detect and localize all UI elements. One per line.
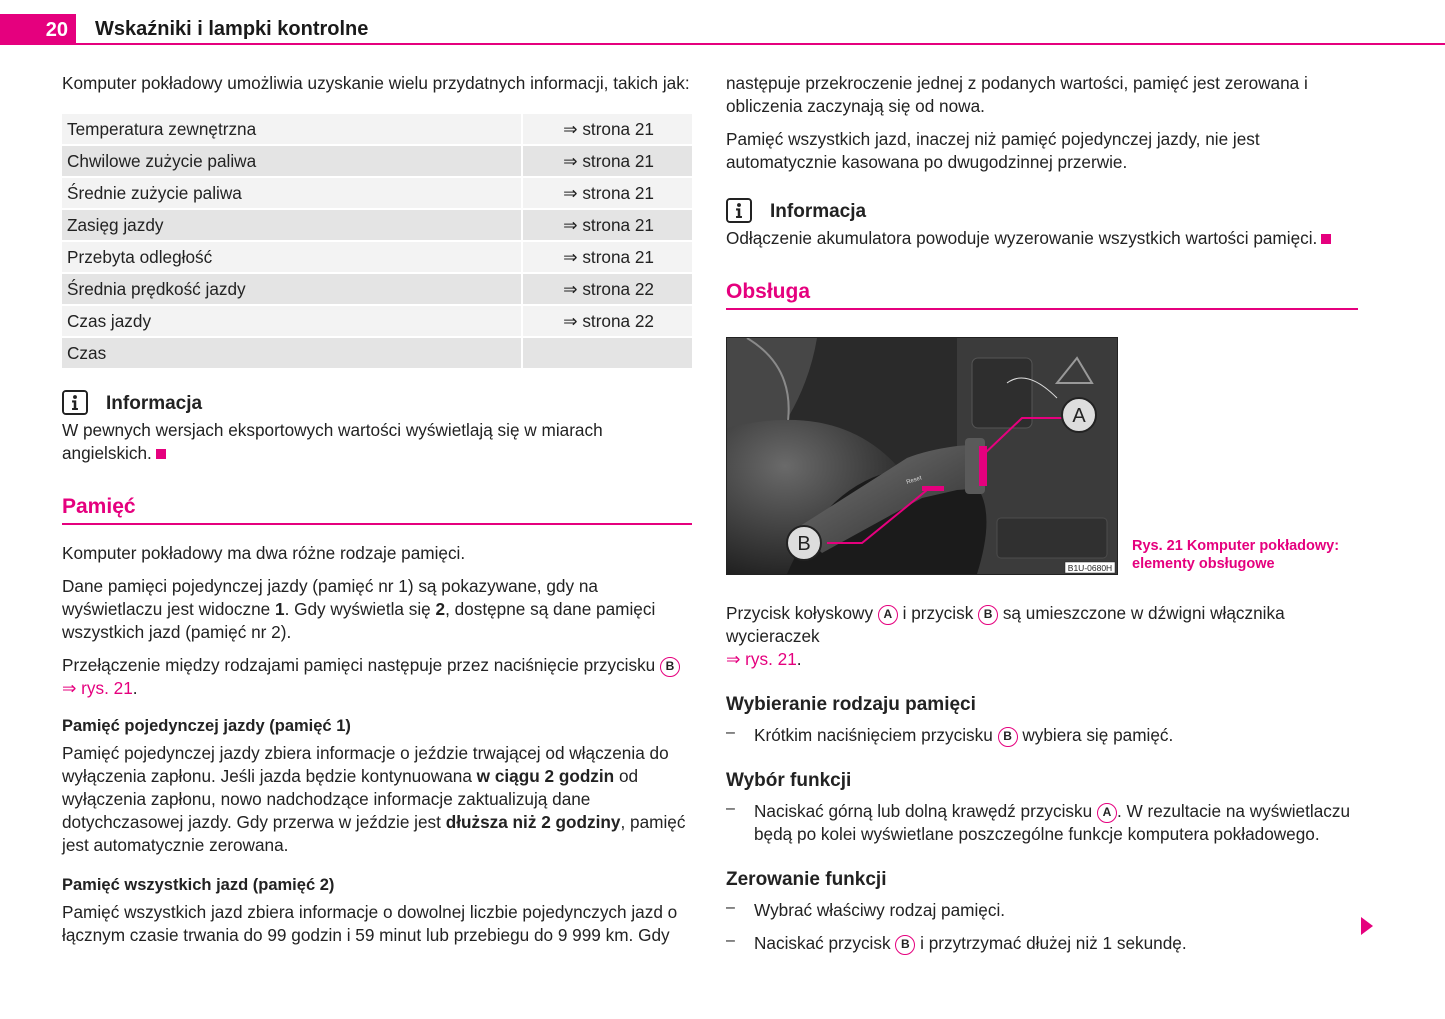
- list-item-text: [754, 932, 1187, 955]
- end-mark-icon: [1321, 234, 1331, 244]
- figure-caption: [1132, 537, 1339, 573]
- subheading: Zerowanie funkcji: [726, 869, 887, 890]
- function-name: Czas jazdy: [62, 306, 523, 336]
- function-name: Średnia prędkość jazdy: [62, 274, 523, 304]
- text-run: Przycisk kołyskowy: [726, 603, 878, 623]
- subheading: Wybór funkcji: [726, 770, 852, 791]
- list-item-text: [754, 800, 1358, 846]
- text-run: Naciskać przycisk: [754, 933, 896, 953]
- wiper-stalk-photo: [726, 337, 1118, 575]
- list-item-text: Wybrać właściwy rodzaj pamięci.: [754, 900, 1006, 920]
- table-row: [62, 178, 692, 208]
- list-item: [726, 724, 1358, 747]
- dash-bullet: –: [726, 899, 735, 916]
- text-run: są umieszczone w dźwigni włącznika wycieraczek: [726, 603, 1285, 646]
- bold-run: 1: [275, 599, 285, 619]
- text-run: Pamięć pojedynczej jazdy zbiera informacje o jeździe trwającej od włączenia do wyłączenia zapłonu. Jeśli jazda będzie kontynuowana: [62, 743, 669, 786]
- dash-bullet: –: [726, 724, 735, 741]
- page-ref-link[interactable]: ⇒ strona 22: [523, 274, 692, 304]
- text-run: Przełączenie między rodzajami pamięci następuje przez naciśnięcie przycisku: [62, 655, 661, 675]
- header-rule: [76, 43, 1445, 45]
- paragraph: [62, 742, 692, 857]
- dash-bullet: –: [726, 800, 735, 817]
- info-text: [726, 227, 1358, 250]
- paragraph: Pamięć wszystkich jazd, inaczej niż pamięć pojedynczej jazdy, nie jest automatycznie kasowana po dwugodzinnej przerwie.: [726, 129, 1260, 172]
- left-column: [62, 72, 692, 947]
- function-name: Chwilowe zużycie paliwa: [62, 146, 523, 176]
- table-row: [62, 242, 692, 272]
- subheading: Pamięć pojedynczej jazdy (pamięć 1): [62, 717, 351, 735]
- table-row: [62, 210, 692, 240]
- text-run: Krótkim naciśnięciem przycisku: [754, 725, 998, 745]
- function-name: Temperatura zewnętrzna: [62, 114, 523, 144]
- reset-label: Reset: [905, 475, 923, 486]
- bold-run: dłuższa niż 2 godziny: [445, 812, 621, 832]
- intro-text: Komputer pokładowy umożliwia uzyskanie wielu przydatnych informacji, takich jak:: [62, 73, 690, 93]
- text-run: Naciskać górną lub dolną krawędź przycisku: [754, 801, 1097, 821]
- bold-run: w ciągu 2 godzin: [476, 766, 615, 786]
- text-run: wybiera się pamięć.: [1017, 725, 1174, 745]
- paragraph: [62, 575, 692, 644]
- subheading: Pamięć wszystkich jazd (pamięć 2): [62, 876, 335, 894]
- button-a-icon: A: [878, 605, 898, 625]
- functions-table: [62, 112, 692, 370]
- text-run: Dane pamięci pojedynczej jazdy (pamięć nr 1) są pokazywane, gdy na wyświetlaczu jest widoczne: [62, 576, 598, 619]
- button-a-icon: A: [1097, 803, 1117, 823]
- list-item: [726, 800, 1358, 846]
- figure-caption-line: elementy obsługowe: [1132, 556, 1275, 572]
- function-name: Przebyta odległość: [62, 242, 523, 272]
- info-icon: [726, 198, 752, 223]
- text-run: .: [132, 678, 138, 698]
- info-text-content: Odłączenie akumulatora powoduje wyzerowanie wszystkich wartości pamięci.: [726, 228, 1318, 248]
- function-name: Zasięg jazdy: [62, 210, 523, 240]
- page-title: Wskaźniki i lampki kontrolne: [95, 18, 369, 40]
- info-heading-label: Informacja: [770, 201, 867, 222]
- figure-code: B1U-0680H: [1067, 563, 1113, 573]
- page-ref-link[interactable]: ⇒ strona 21: [523, 114, 692, 144]
- info-heading: [62, 390, 692, 415]
- page-ref-link[interactable]: ⇒ strona 21: [523, 146, 692, 176]
- paragraph: [726, 602, 1358, 671]
- list-item: [726, 932, 1358, 955]
- right-column: [726, 72, 1358, 955]
- paragraph: następuje przekroczenie jednej z podanych wartości, pamięć jest zerowana i obliczenia zaczynają się od nowa.: [726, 73, 1308, 116]
- text-run: i przycisk: [897, 603, 979, 623]
- end-mark-icon: [156, 449, 166, 459]
- list-item: [726, 899, 1358, 922]
- page-ref-link[interactable]: ⇒ strona 22: [523, 306, 692, 336]
- page-number: 20: [0, 14, 76, 45]
- figure-caption-line: Rys. 21 Komputer pokładowy:: [1132, 538, 1340, 554]
- text-run: , dostępne są dane pamięci wszystkich jazd (pamięć nr 2).: [62, 599, 656, 642]
- subheading: Wybieranie rodzaju pamięci: [726, 694, 976, 715]
- callout-b-label: B: [797, 533, 811, 555]
- table-row: [62, 338, 692, 368]
- text-run: . Gdy wyświetla się: [284, 599, 436, 619]
- table-row: [62, 146, 692, 176]
- text-run: , pamięć jest automatycznie zerowana.: [62, 812, 686, 855]
- callout-a-label: A: [1072, 405, 1086, 427]
- page-ref-empty: [523, 338, 692, 368]
- text-run: .: [796, 649, 802, 669]
- page-ref-link[interactable]: ⇒ strona 21: [523, 178, 692, 208]
- function-name: Czas: [62, 338, 523, 368]
- info-heading-label: Informacja: [106, 393, 203, 414]
- button-b-icon: B: [998, 727, 1018, 747]
- list-item-text: [754, 724, 1173, 747]
- table-row: [62, 306, 692, 336]
- table-row: [62, 274, 692, 304]
- paragraph: [62, 654, 692, 700]
- text-run: od wyłączenia zapłonu, nowo nadchodzące informacje zaktualizują dane dotychczasowej jazdy. Gdy przerwa w jeździe jest: [62, 766, 639, 832]
- section-title-obsluga: Obsługa: [726, 280, 1358, 310]
- paragraph: Pamięć wszystkich jazd zbiera informacje o dowolnej liczbie pojedynczych jazd o łącznym czasie trwania do 99 godzin i 59 minut lub przebiegu do 9 999 km. Gdy: [62, 902, 678, 945]
- figure-ref-link[interactable]: ⇒ rys. 21: [726, 649, 797, 669]
- text-run: i przytrzymać dłużej niż 1 sekundę.: [915, 933, 1187, 953]
- section-title-pamiec: Pamięć: [62, 495, 692, 525]
- page-header: [0, 14, 1445, 45]
- page-ref-link[interactable]: ⇒ strona 21: [523, 242, 692, 272]
- bold-run: 2: [435, 599, 446, 619]
- info-text: [62, 419, 692, 465]
- function-name: Średnie zużycie paliwa: [62, 178, 523, 208]
- figure-ref-link[interactable]: ⇒ rys. 21: [62, 678, 133, 698]
- dash-bullet: –: [726, 932, 735, 949]
- page-ref-link[interactable]: ⇒ strona 21: [523, 210, 692, 240]
- figure-21: [726, 337, 1358, 575]
- button-b-icon: B: [660, 657, 680, 677]
- info-icon: [62, 390, 88, 415]
- next-page-arrow-icon[interactable]: [1361, 917, 1373, 935]
- text-run: . W rezultacie na wyświetlaczu będą po kolei wyświetlane poszczególne funkcje komputera pokładowego.: [754, 801, 1351, 844]
- button-b-icon: B: [895, 935, 915, 955]
- info-heading: [726, 198, 1358, 223]
- button-b-icon: B: [978, 605, 998, 625]
- info-text-content: W pewnych wersjach eksportowych wartości wyświetlają się w miarach angielskich.: [62, 420, 603, 463]
- paragraph: Komputer pokładowy ma dwa różne rodzaje pamięci.: [62, 543, 466, 563]
- table-row: [62, 114, 692, 144]
